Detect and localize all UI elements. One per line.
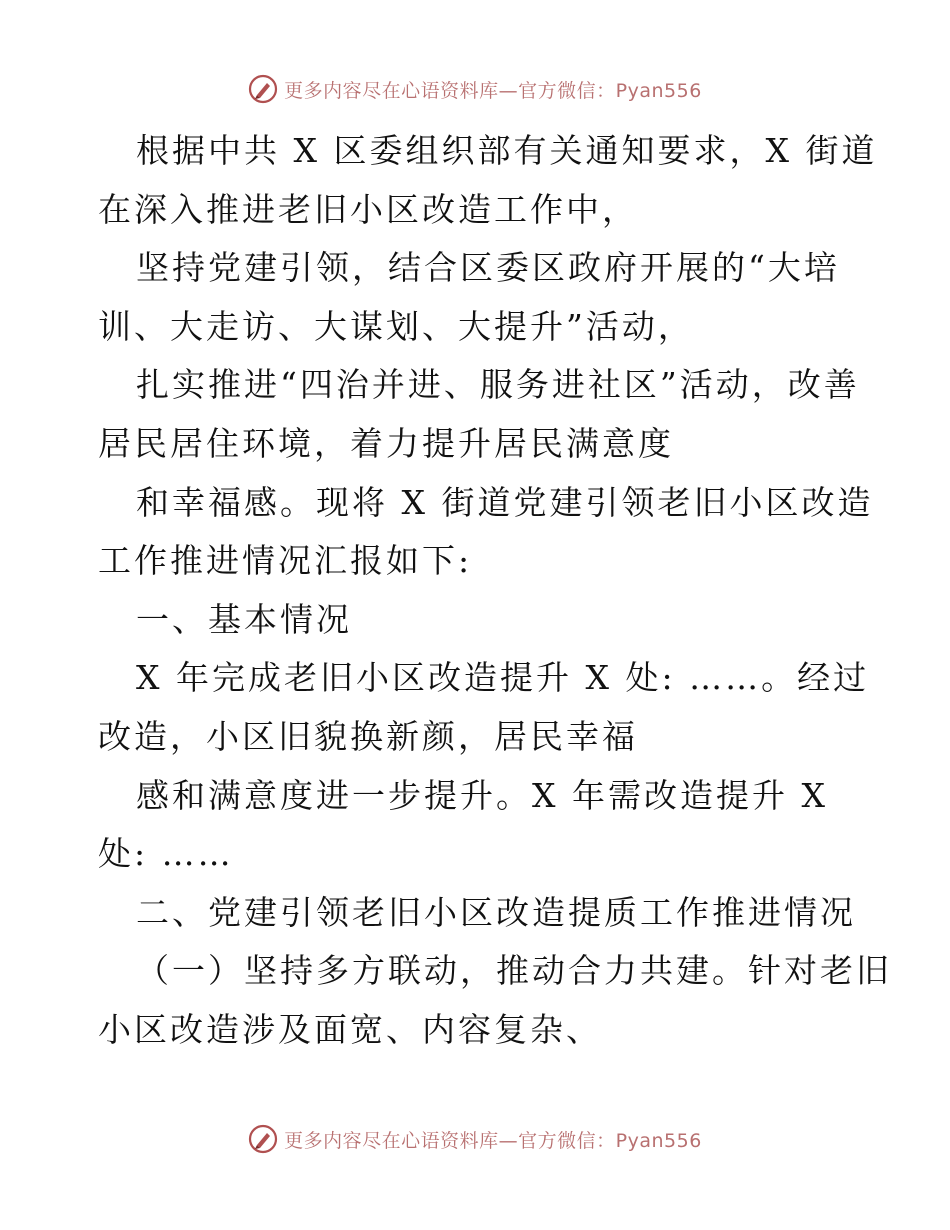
paragraph-line: 居民居住环境，着力提升居民满意度 xyxy=(98,423,674,463)
paragraph-line: 和幸福感。现将 X 街道党建引领老旧小区改造 xyxy=(136,482,874,522)
paragraph-line: 在深入推进老旧小区改造工作中， xyxy=(98,189,638,229)
paragraph-line: 工作推进情况汇报如下: xyxy=(98,541,473,581)
paragraph-line: （一）坚持多方联动，推动合力共建。针对老旧 xyxy=(136,951,892,991)
pen-logo-icon xyxy=(248,1124,278,1154)
paragraph-line: 坚持党建引领，结合区委区政府开展的“大培 xyxy=(136,248,840,288)
watermark-text: 更多内容尽在心语资料库—官方微信：Pyan556 xyxy=(284,1129,702,1152)
paragraph-line: 训、大走访、大谋划、大提升”活动， xyxy=(98,306,694,346)
paragraph-line: 感和满意度进一步提升。X 年需改造提升 X xyxy=(136,775,828,815)
section-heading: 二、党建引领老旧小区改造提质工作推进情况 xyxy=(136,892,856,932)
paragraph-line: 扎实推进“四治并进、服务进社区”活动，改善 xyxy=(136,365,860,405)
watermark-text: 更多内容尽在心语资料库—官方微信：Pyan556 xyxy=(284,79,702,102)
paragraph-line: 改造，小区旧貌换新颜，居民幸福 xyxy=(98,716,638,756)
section-heading: 一、基本情况 xyxy=(136,599,352,639)
paragraph-line: 小区改造涉及面宽、内容复杂、 xyxy=(98,1009,602,1049)
paragraph-line: 处: …… xyxy=(98,834,234,874)
pen-logo-icon xyxy=(248,74,278,104)
paragraph-line: X 年完成老旧小区改造提升 X 处: ……。经过 xyxy=(136,658,870,698)
document-body xyxy=(98,122,892,1060)
footer-watermark xyxy=(0,1122,950,1156)
header-watermark xyxy=(0,72,950,106)
paragraph-line: 根据中共 X 区委组织部有关通知要求，X 街道 xyxy=(136,131,878,170)
